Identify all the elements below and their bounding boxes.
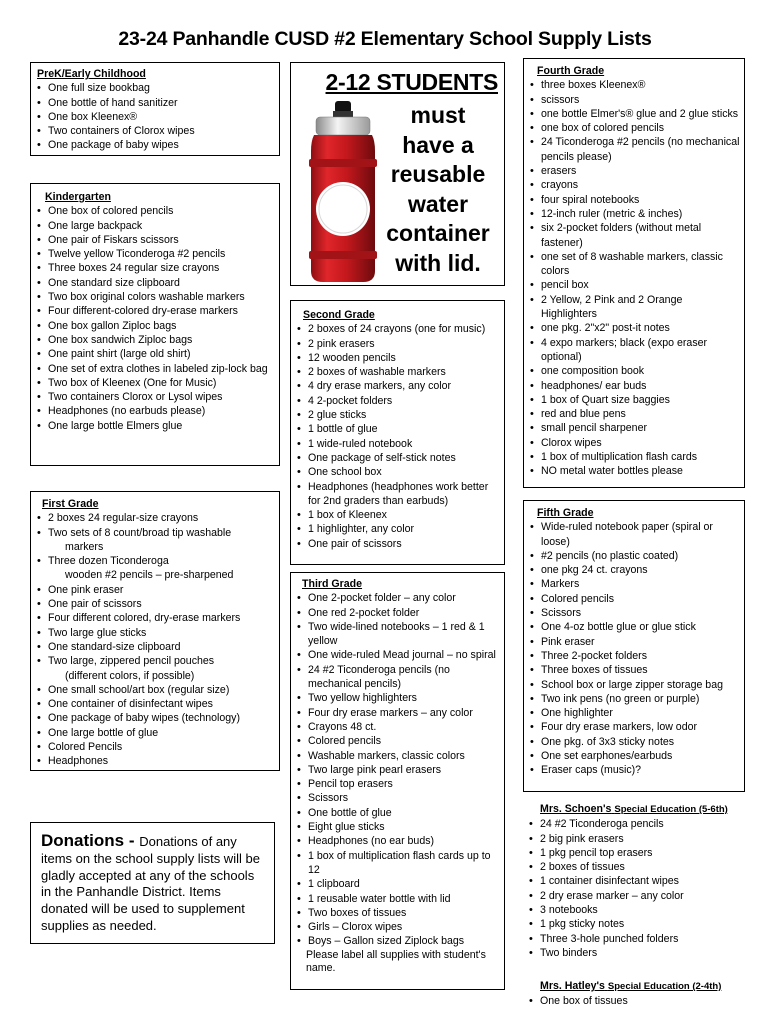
water-heading: 2-12 STUDENTS: [325, 69, 498, 95]
list-item: • One pair of scissors: [297, 537, 500, 551]
list-item: • One set of extra clothes in labeled zip-lock bag: [37, 362, 275, 376]
water-line: have a: [402, 131, 474, 158]
list-item: • Washable markers, classic colors: [297, 749, 500, 763]
list-item: • one pkg 24 ct. crayons: [530, 563, 740, 577]
fifth-grade-section: [523, 500, 745, 792]
list-item: • Two large, zippered pencil pouches: [37, 654, 275, 668]
list-item: • Two boxes of tissues: [297, 906, 500, 920]
list-item: • NO metal water bottles please: [530, 464, 740, 478]
list-item: • One small school/art box (regular size): [37, 683, 275, 697]
list-item: • One 2-pocket folder – any color: [297, 591, 500, 605]
list-item: • Pink eraser: [530, 635, 740, 649]
list-item: • Three boxes of tissues: [530, 663, 740, 677]
list-item: • One box Kleenex®: [37, 110, 275, 124]
list-item: • Colored pencils: [530, 592, 740, 606]
list-item: • Three dozen Ticonderoga: [37, 554, 275, 568]
schoen-heading: [540, 802, 743, 817]
list-item: • 2 big pink erasers: [529, 832, 743, 846]
list-item: • One standard-size clipboard: [37, 640, 275, 654]
list-item: • One pair of Fiskars scissors: [37, 233, 275, 247]
list-item: • 1 clipboard: [297, 877, 500, 891]
list-item: • Pencil top erasers: [297, 777, 500, 791]
list-item-continuation: wooden #2 pencils – pre-sharpened: [65, 569, 234, 582]
list-item: • Boys – Gallon sized Ziplock bags: [297, 934, 500, 948]
water-line: with lid.: [395, 249, 481, 276]
water-container-notice: [290, 62, 505, 286]
list-item: • Two large pink pearl erasers: [297, 763, 500, 777]
list-item: • Headphones (no earbuds please): [37, 404, 275, 418]
list-item: • Girls – Clorox wipes: [297, 920, 500, 934]
list-item: • four spiral notebooks: [530, 193, 740, 207]
list-item: • 12 wooden pencils: [297, 351, 500, 365]
third-grade-section: [290, 572, 505, 990]
list-item: • One box sandwich Ziploc bags: [37, 333, 275, 347]
hatley-heading-program: Special Education (2-4th): [607, 981, 722, 992]
list-item: • School box or large zipper storage bag: [530, 678, 740, 692]
list-item: • Four different-colored dry-erase markers: [37, 304, 275, 318]
list-item: • 1 reusable water bottle with lid: [297, 892, 500, 906]
schoen-list: [529, 817, 743, 960]
list-item: • Clorox wipes: [530, 436, 740, 450]
list-item: • Two yellow highlighters: [297, 691, 500, 705]
prek-section: [30, 62, 280, 156]
donations-title-text: Donations -: [41, 831, 140, 850]
fifth-grade-heading: Fifth Grade: [537, 507, 594, 519]
donations-lead: Donations of any: [139, 834, 237, 849]
list-item: • One school box: [297, 465, 500, 479]
list-item: • 2 boxes of washable markers: [297, 365, 500, 379]
list-item: • Scissors: [530, 606, 740, 620]
fourth-grade-section: [523, 58, 745, 488]
list-item: • 12-inch ruler (metric & inches): [530, 207, 740, 221]
list-item: • One package of baby wipes: [37, 138, 275, 152]
list-item: • One pkg. of 3x3 sticky notes: [530, 735, 740, 749]
list-item: • scissors: [530, 93, 740, 107]
list-item: • 1 container disinfectant wipes: [529, 874, 743, 888]
list-item: • One package of self-stick notes: [297, 451, 500, 465]
list-item: • Two wide-lined notebooks – 1 red & 1 yellow: [297, 620, 500, 649]
list-item: • Three 2-pocket folders: [530, 649, 740, 663]
list-item: • One red 2-pocket folder: [297, 606, 500, 620]
list-item: • One box of colored pencils: [37, 204, 275, 218]
list-item: • Colored Pencils: [37, 740, 275, 754]
hatley-heading-name: Mrs. Hatley's: [540, 980, 605, 992]
list-item: • 24 #2 Ticonderoga pencils: [529, 817, 743, 831]
schoen-heading-program: Special Education (5-6th): [614, 804, 728, 815]
water-bottle-icon: [305, 101, 381, 283]
list-item: • Scissors: [297, 791, 500, 805]
list-item: • Eight glue sticks: [297, 820, 500, 834]
list-item: • 2 boxes 24 regular-size crayons: [37, 511, 275, 525]
list-item: • Wide-ruled notebook paper (spiral or loose): [530, 520, 740, 549]
list-item: • 3 notebooks: [529, 903, 743, 917]
list-item: • 4 2-pocket folders: [297, 394, 500, 408]
list-item: • one composition book: [530, 364, 740, 378]
fifth-grade-list: [530, 520, 740, 777]
prek-list: [37, 81, 275, 152]
list-item: • One pink eraser: [37, 583, 275, 597]
list-item: • one box of colored pencils: [530, 121, 740, 135]
third-grade-list: [297, 591, 500, 948]
first-grade-section: [30, 491, 280, 771]
water-line: reusable: [390, 161, 486, 187]
hatley-list: [529, 994, 743, 1008]
page-title: 23-24 Panhandle CUSD #2 Elementary School Supply Lists: [118, 28, 652, 50]
list-item: • Two binders: [529, 946, 743, 960]
list-item: • One full size bookbag: [37, 81, 275, 95]
list-item: • Two ink pens (no green or purple): [530, 692, 740, 706]
list-item: • 2 Yellow, 2 Pink and 2 Orange Highlighters: [530, 293, 740, 322]
list-item-continuation: (different colors, if possible): [65, 669, 195, 682]
kindergarten-list: [37, 204, 275, 433]
list-item: • 24 Ticonderoga #2 pencils (no mechanical pencils please): [530, 135, 740, 164]
second-grade-heading: Second Grade: [303, 309, 375, 321]
list-item: • One paint shirt (large old shirt): [37, 347, 275, 361]
list-item: • 2 boxes of tissues: [529, 860, 743, 874]
list-item-continuation: markers: [65, 540, 104, 553]
list-item: • 1 box of multiplication flash cards up to 12: [297, 849, 500, 878]
list-item: • one set of 8 washable markers, classic colors: [530, 250, 740, 279]
list-item: • Two box original colors washable markers: [37, 290, 275, 304]
water-line: container: [386, 220, 490, 246]
list-item: • 1 bottle of glue: [297, 422, 500, 436]
list-item: • Headphones (headphones work better for 2nd graders than earbuds): [297, 480, 500, 509]
list-item: • Four different colored, dry-erase markers: [37, 611, 275, 625]
list-item: • One large bottle Elmers glue: [37, 419, 275, 433]
list-item: • Two large glue sticks: [37, 626, 275, 640]
water-line: must: [410, 102, 466, 128]
water-line: water: [407, 190, 469, 217]
label-supplies-note: Please label all supplies with student's name.: [306, 948, 486, 975]
list-item: • three boxes Kleenex®: [530, 78, 740, 92]
list-item: • One large backpack: [37, 219, 275, 233]
list-item: • Two containers Clorox or Lysol wipes: [37, 390, 275, 404]
list-item: • One container of disinfectant wipes: [37, 697, 275, 711]
first-grade-list: [37, 511, 275, 768]
list-item: • One wide-ruled Mead journal – no spiral: [297, 648, 500, 662]
fourth-grade-list: [530, 78, 740, 478]
list-item: • 1 box of Kleenex: [297, 508, 500, 522]
list-item: • Twelve yellow Ticonderoga #2 pencils: [37, 247, 275, 261]
schoen-heading-name: Mrs. Schoen's: [540, 803, 612, 815]
list-item: • Four dry erase markers, low odor: [530, 720, 740, 734]
list-item: • 1 wide-ruled notebook: [297, 437, 500, 451]
hatley-heading: [540, 979, 743, 994]
list-item: • One large bottle of glue: [37, 726, 275, 740]
list-item: • 2 pink erasers: [297, 337, 500, 351]
list-item: • One 4-oz bottle glue or glue stick: [530, 620, 740, 634]
list-item: • pencil box: [530, 278, 740, 292]
kindergarten-section: [30, 183, 280, 466]
list-item: • 2 boxes of 24 crayons (one for music): [297, 322, 500, 336]
list-item: • 1 pkg sticky notes: [529, 917, 743, 931]
list-item: • 1 box of Quart size baggies: [530, 393, 740, 407]
list-item: • six 2-pocket folders (without metal fastener): [530, 221, 740, 250]
list-item: • Headphones (no ear buds): [297, 834, 500, 848]
list-item: • small pencil sharpener: [530, 421, 740, 435]
list-item: • 1 pkg pencil top erasers: [529, 846, 743, 860]
list-item: • 2 glue sticks: [297, 408, 500, 422]
list-item: • One pair of scissors: [37, 597, 275, 611]
donations-body: items on the school supply lists will be gladly accepted at any of the schools in the Panhandle District. Items donated will be used to supplement supplies as needed.: [41, 850, 260, 933]
list-item: • One highlighter: [530, 706, 740, 720]
list-item: • One box gallon Ziploc bags: [37, 319, 275, 333]
hatley-section: [525, 977, 747, 1011]
list-item: • 4 dry erase markers, any color: [297, 379, 500, 393]
prek-heading: PreK/Early Childhood: [37, 68, 146, 80]
list-item: • #2 pencils (no plastic coated): [530, 549, 740, 563]
list-item: • headphones/ ear buds: [530, 379, 740, 393]
list-item: • Two box of Kleenex (One for Music): [37, 376, 275, 390]
list-item: • Headphones: [37, 754, 275, 768]
second-grade-section: [290, 300, 505, 565]
list-item: • 24 #2 Ticonderoga pencils (no mechanical pencils): [297, 663, 500, 692]
list-item: • Four dry erase markers – any color: [297, 706, 500, 720]
list-item: • red and blue pens: [530, 407, 740, 421]
list-item: • One set earphones/earbuds: [530, 749, 740, 763]
list-item: • one pkg. 2"x2" post-it notes: [530, 321, 740, 335]
list-item: • Crayons 48 ct.: [297, 720, 500, 734]
kindergarten-heading: Kindergarten: [45, 191, 111, 203]
list-item: • 1 highlighter, any color: [297, 522, 500, 536]
list-item: • 1 box of multiplication flash cards: [530, 450, 740, 464]
donations-section: [30, 822, 275, 944]
list-item: • One standard size clipboard: [37, 276, 275, 290]
list-item: • Two sets of 8 count/broad tip washable: [37, 526, 275, 540]
list-item: • Two containers of Clorox wipes: [37, 124, 275, 138]
list-item: • Colored pencils: [297, 734, 500, 748]
third-grade-heading: Third Grade: [302, 578, 363, 590]
list-item: • 4 expo markers; black (expo eraser optional): [530, 336, 740, 365]
list-item: • 2 dry erase marker – any color: [529, 889, 743, 903]
list-item: • crayons: [530, 178, 740, 192]
list-item: • One package of baby wipes (technology): [37, 711, 275, 725]
list-item: • Three 3-hole punched folders: [529, 932, 743, 946]
list-item: • Eraser caps (music)?: [530, 763, 740, 777]
list-item: • one bottle Elmer's® glue and 2 glue sticks: [530, 107, 740, 121]
second-grade-list: [297, 322, 500, 551]
list-item: • One bottle of hand sanitizer: [37, 96, 275, 110]
list-item: • One box of tissues: [529, 994, 743, 1008]
list-item: • One bottle of glue: [297, 806, 500, 820]
schoen-section: [525, 800, 747, 962]
water-message: [378, 101, 498, 278]
list-item: • Markers: [530, 577, 740, 591]
donations-title: [41, 833, 264, 851]
list-item: • erasers: [530, 164, 740, 178]
list-item: • Three boxes 24 regular size crayons: [37, 261, 275, 275]
fourth-grade-heading: Fourth Grade: [537, 65, 605, 77]
first-grade-heading: First Grade: [42, 498, 99, 510]
